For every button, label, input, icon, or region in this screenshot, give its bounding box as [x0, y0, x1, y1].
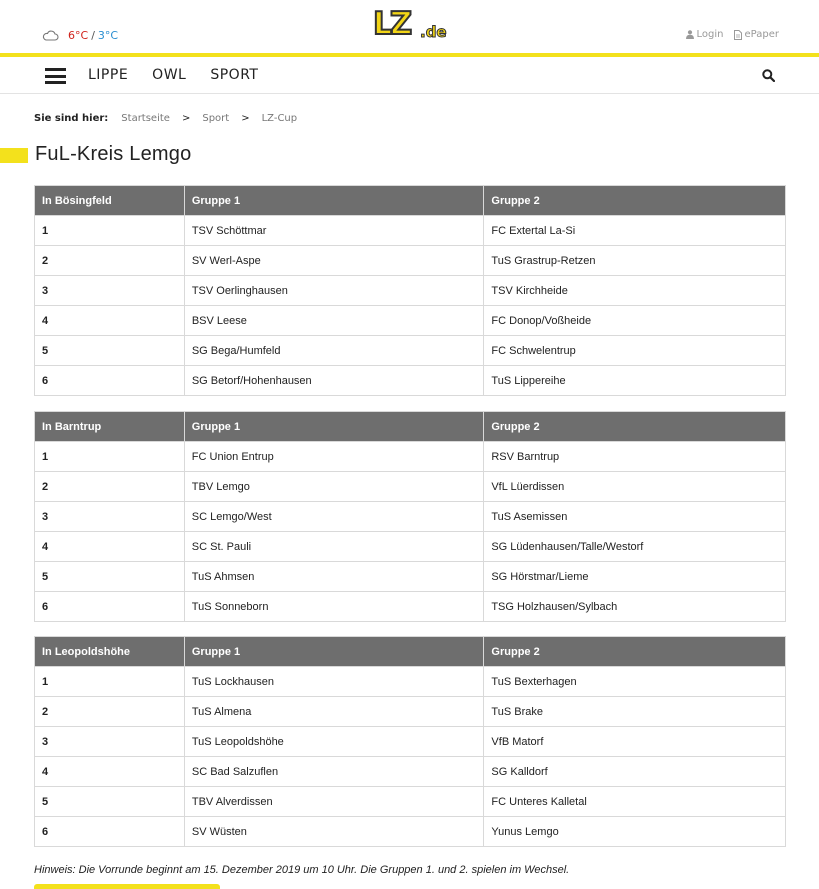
temperature-separator: / — [91, 29, 95, 42]
team-cell: TuS Grastrup-Retzen — [484, 246, 786, 276]
temperature-high: 6°C — [68, 29, 89, 42]
table-header-row — [35, 637, 786, 667]
team-cell: SV Wüsten — [184, 817, 484, 847]
login-link[interactable] — [686, 29, 724, 40]
team-cell: FC Unteres Kalletal — [484, 787, 786, 817]
team-cell: TuS Ahmsen — [184, 562, 484, 592]
row-number: 3 — [35, 502, 185, 532]
team-cell: TuS Asemissen — [484, 502, 786, 532]
breadcrumb-item-startseite[interactable]: Startseite — [121, 113, 170, 124]
logo-suffix: .de — [420, 23, 447, 41]
table-row — [35, 472, 786, 502]
login-label: Login — [696, 29, 724, 40]
table-row — [35, 246, 786, 276]
table-row — [35, 276, 786, 306]
team-cell: SG Bega/Humfeld — [184, 336, 484, 366]
team-cell: VfL Lüerdissen — [484, 472, 786, 502]
table-row — [35, 592, 786, 622]
nav-item-owl[interactable]: OWL — [152, 67, 187, 83]
team-cell: TBV Lemgo — [184, 472, 484, 502]
team-cell: SG Hörstmar/Lieme — [484, 562, 786, 592]
nav-item-sport[interactable]: SPORT — [210, 67, 259, 83]
schedule-hint: Hinweis: Die Vorrunde beginnt am 15. Dezember 2019 um 10 Uhr. Die Gruppen 1. und 2. spielen im Wechsel. — [34, 864, 570, 876]
row-number: 2 — [35, 246, 185, 276]
row-number: 2 — [35, 697, 185, 727]
nav-item-lippe[interactable]: LIPPE — [88, 67, 129, 83]
row-number: 1 — [35, 667, 185, 697]
row-number: 6 — [35, 592, 185, 622]
breadcrumb-label: Sie sind hier: — [34, 113, 109, 124]
group2-header: Gruppe 2 — [484, 637, 786, 667]
row-number: 3 — [35, 727, 185, 757]
bottom-yellow-button[interactable] — [34, 884, 220, 889]
logo-lz: LZ — [373, 6, 410, 42]
temperature-low: 3°C — [97, 29, 119, 42]
top-links — [686, 29, 779, 40]
team-cell: TuS Bexterhagen — [484, 667, 786, 697]
team-cell: Yunus Lemgo — [484, 817, 786, 847]
group-table-leopoldshoehe — [34, 636, 786, 847]
menu-icon[interactable] — [45, 68, 66, 84]
venue-header: In Leopoldshöhe — [35, 637, 185, 667]
team-cell: TuS Lockhausen — [184, 667, 484, 697]
row-number: 5 — [35, 562, 185, 592]
top-header — [0, 0, 819, 55]
table-row — [35, 562, 786, 592]
venue-header: In Barntrup — [35, 412, 185, 442]
group-table-barntrup — [34, 411, 786, 622]
breadcrumb-item-sport[interactable]: Sport — [202, 113, 230, 124]
team-cell: TuS Almena — [184, 697, 484, 727]
row-number: 5 — [35, 787, 185, 817]
team-cell: SC Bad Salzuflen — [184, 757, 484, 787]
team-cell: TSG Holzhausen/Sylbach — [484, 592, 786, 622]
breadcrumb-item-lz-cup[interactable]: LZ-Cup — [261, 113, 298, 124]
team-cell: VfB Matorf — [484, 727, 786, 757]
epaper-label: ePaper — [744, 29, 779, 40]
team-cell: TSV Schöttmar — [184, 216, 484, 246]
table-row — [35, 306, 786, 336]
group2-header: Gruppe 2 — [484, 186, 786, 216]
team-cell: FC Schwelentrup — [484, 336, 786, 366]
team-cell: TuS Lippereihe — [484, 366, 786, 396]
team-cell: FC Extertal La-Si — [484, 216, 786, 246]
group1-header: Gruppe 1 — [184, 412, 484, 442]
table-row — [35, 817, 786, 847]
team-cell: TuS Brake — [484, 697, 786, 727]
group1-header: Gruppe 1 — [184, 186, 484, 216]
table-header-row — [35, 412, 786, 442]
table-row — [35, 216, 786, 246]
table-row — [35, 442, 786, 472]
title-accent — [0, 148, 28, 163]
row-number: 6 — [35, 366, 185, 396]
row-number: 1 — [35, 216, 185, 246]
row-number: 4 — [35, 757, 185, 787]
group1-header: Gruppe 1 — [184, 637, 484, 667]
team-cell: BSV Leese — [184, 306, 484, 336]
row-number: 2 — [35, 472, 185, 502]
team-cell: FC Union Entrup — [184, 442, 484, 472]
team-cell: TSV Oerlinghausen — [184, 276, 484, 306]
team-cell: SG Kalldorf — [484, 757, 786, 787]
team-cell: SC St. Pauli — [184, 532, 484, 562]
epaper-link[interactable] — [734, 29, 779, 40]
table-row — [35, 532, 786, 562]
search-icon[interactable] — [762, 69, 775, 82]
team-cell: SG Lüdenhausen/Talle/Westorf — [484, 532, 786, 562]
breadcrumb — [34, 113, 297, 124]
team-cell: SG Betorf/Hohenhausen — [184, 366, 484, 396]
team-cell: SC Lemgo/West — [184, 502, 484, 532]
row-number: 3 — [35, 276, 185, 306]
table-row — [35, 757, 786, 787]
breadcrumb-separator: > — [181, 113, 191, 124]
group2-header: Gruppe 2 — [484, 412, 786, 442]
venue-header: In Bösingfeld — [35, 186, 185, 216]
team-cell: FC Donop/Voßheide — [484, 306, 786, 336]
cloud-icon — [42, 30, 59, 41]
table-row — [35, 336, 786, 366]
page-title: FuL-Kreis Lemgo — [35, 143, 192, 165]
table-row — [35, 787, 786, 817]
row-number: 6 — [35, 817, 185, 847]
table-row — [35, 366, 786, 396]
main-nav — [0, 57, 819, 94]
group-table-boesingfeld — [34, 185, 786, 396]
table-row — [35, 502, 786, 532]
table-header-row — [35, 186, 786, 216]
team-cell: RSV Barntrup — [484, 442, 786, 472]
weather-widget[interactable] — [42, 29, 118, 42]
row-number: 5 — [35, 336, 185, 366]
row-number: 4 — [35, 532, 185, 562]
team-cell: SV Werl-Aspe — [184, 246, 484, 276]
nav-items — [88, 67, 258, 83]
team-cell: TuS Leopoldshöhe — [184, 727, 484, 757]
breadcrumb-separator: > — [241, 113, 250, 124]
row-number: 1 — [35, 442, 185, 472]
team-cell: TuS Sonneborn — [184, 592, 484, 622]
team-cell: TBV Alverdissen — [184, 787, 484, 817]
user-icon — [686, 30, 694, 39]
row-number: 4 — [35, 306, 185, 336]
table-row — [35, 667, 786, 697]
document-icon — [734, 30, 742, 40]
table-row — [35, 727, 786, 757]
table-row — [35, 697, 786, 727]
site-logo[interactable] — [373, 6, 448, 42]
team-cell: TSV Kirchheide — [484, 276, 786, 306]
